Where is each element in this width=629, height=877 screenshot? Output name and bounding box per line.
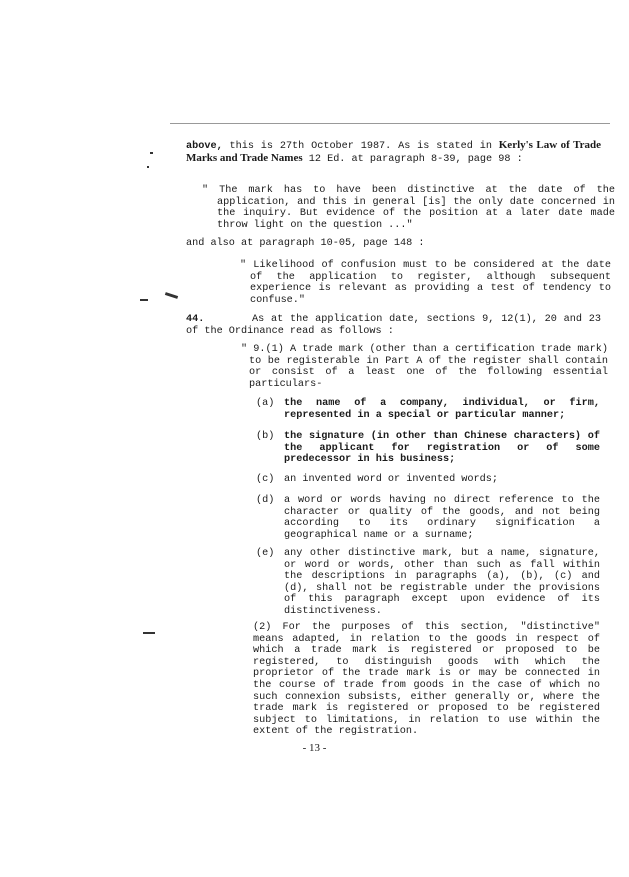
item-text: an invented word or invented words; <box>284 474 498 485</box>
scan-mark <box>150 152 153 154</box>
intro-tail: 12 Ed. at paragraph 8-39, page 98 : <box>302 153 523 165</box>
item-label: (c) <box>256 474 275 485</box>
scan-mark <box>143 632 155 634</box>
item-label: (d) <box>256 495 275 506</box>
scan-mark <box>165 292 178 299</box>
also-line: and also at paragraph 10-05, page 148 : <box>186 238 425 249</box>
book-title: Kerly's Law of Trade Marks and Trade Names <box>186 139 601 164</box>
page-number: - 13 - <box>302 742 327 754</box>
intro-lead: above, <box>186 141 223 152</box>
intro-text: this is 27th October 1987. As is stated in <box>222 141 499 152</box>
section-9-head: " 9.(1) A trade mark (other than a certification trade mark) to be registerable in Part A of the register shall contain or consist of a least one of the following essential particulars- <box>241 344 608 390</box>
item-label: (a) <box>256 398 275 409</box>
scan-mark <box>147 166 149 168</box>
section-9-2: (2) For the purposes of this section, "distinctive" means adapted, in relation to the goods in respect of which a trade mark is registered or proposed to be registered, to distinguish goods with which the proprietor of the trade mark is or may be connected in the course of trade from goods in the case of which no such connexion subsists, either generally or, where the trade mark is registered or proposed to be registered subject to limitations, in relation to use within the extent of the registration. <box>253 622 600 738</box>
scan-mark <box>140 299 148 301</box>
quote-2: " Likelihood of confusion must to be considered at the date of the application to register, although subsequent experience is relevant as providing a test of tendency to confuse." <box>240 260 611 306</box>
top-rule <box>170 123 610 124</box>
para-44-text: As at the application date, sections 9, 12(1), 20 and 23 of the Ordinance read as follows : <box>186 314 601 337</box>
item-label: (e) <box>256 548 275 559</box>
item-text: the signature (in other than Chinese characters) of the applicant for registration or of some predecessor in his business; <box>284 431 600 466</box>
intro-paragraph <box>186 140 601 165</box>
item-text: any other distinctive mark, but a name, signature, or word or words, other than such as fall within the descriptions in paragraphs (a), (b), (c) and (d), shall not be registrable under the provisions of this paragraph except upon evidence of its distinctiveness. <box>284 548 600 617</box>
quote-1: " The mark has to have been distinctive at the date of the application, and this in general [is] the only date concerned in the inquiry. But evidence of the position at a later date made throw light on the question ..." <box>202 185 615 231</box>
item-label: (b) <box>256 431 275 442</box>
item-text: the name of a company, individual, or firm, represented in a special or particular manner; <box>284 398 600 421</box>
item-text: a word or words having no direct reference to the character or quality of the goods, and not being according to its ordinary signification a geographical name or a surname; <box>284 495 600 541</box>
para-number: 44. <box>186 314 205 325</box>
